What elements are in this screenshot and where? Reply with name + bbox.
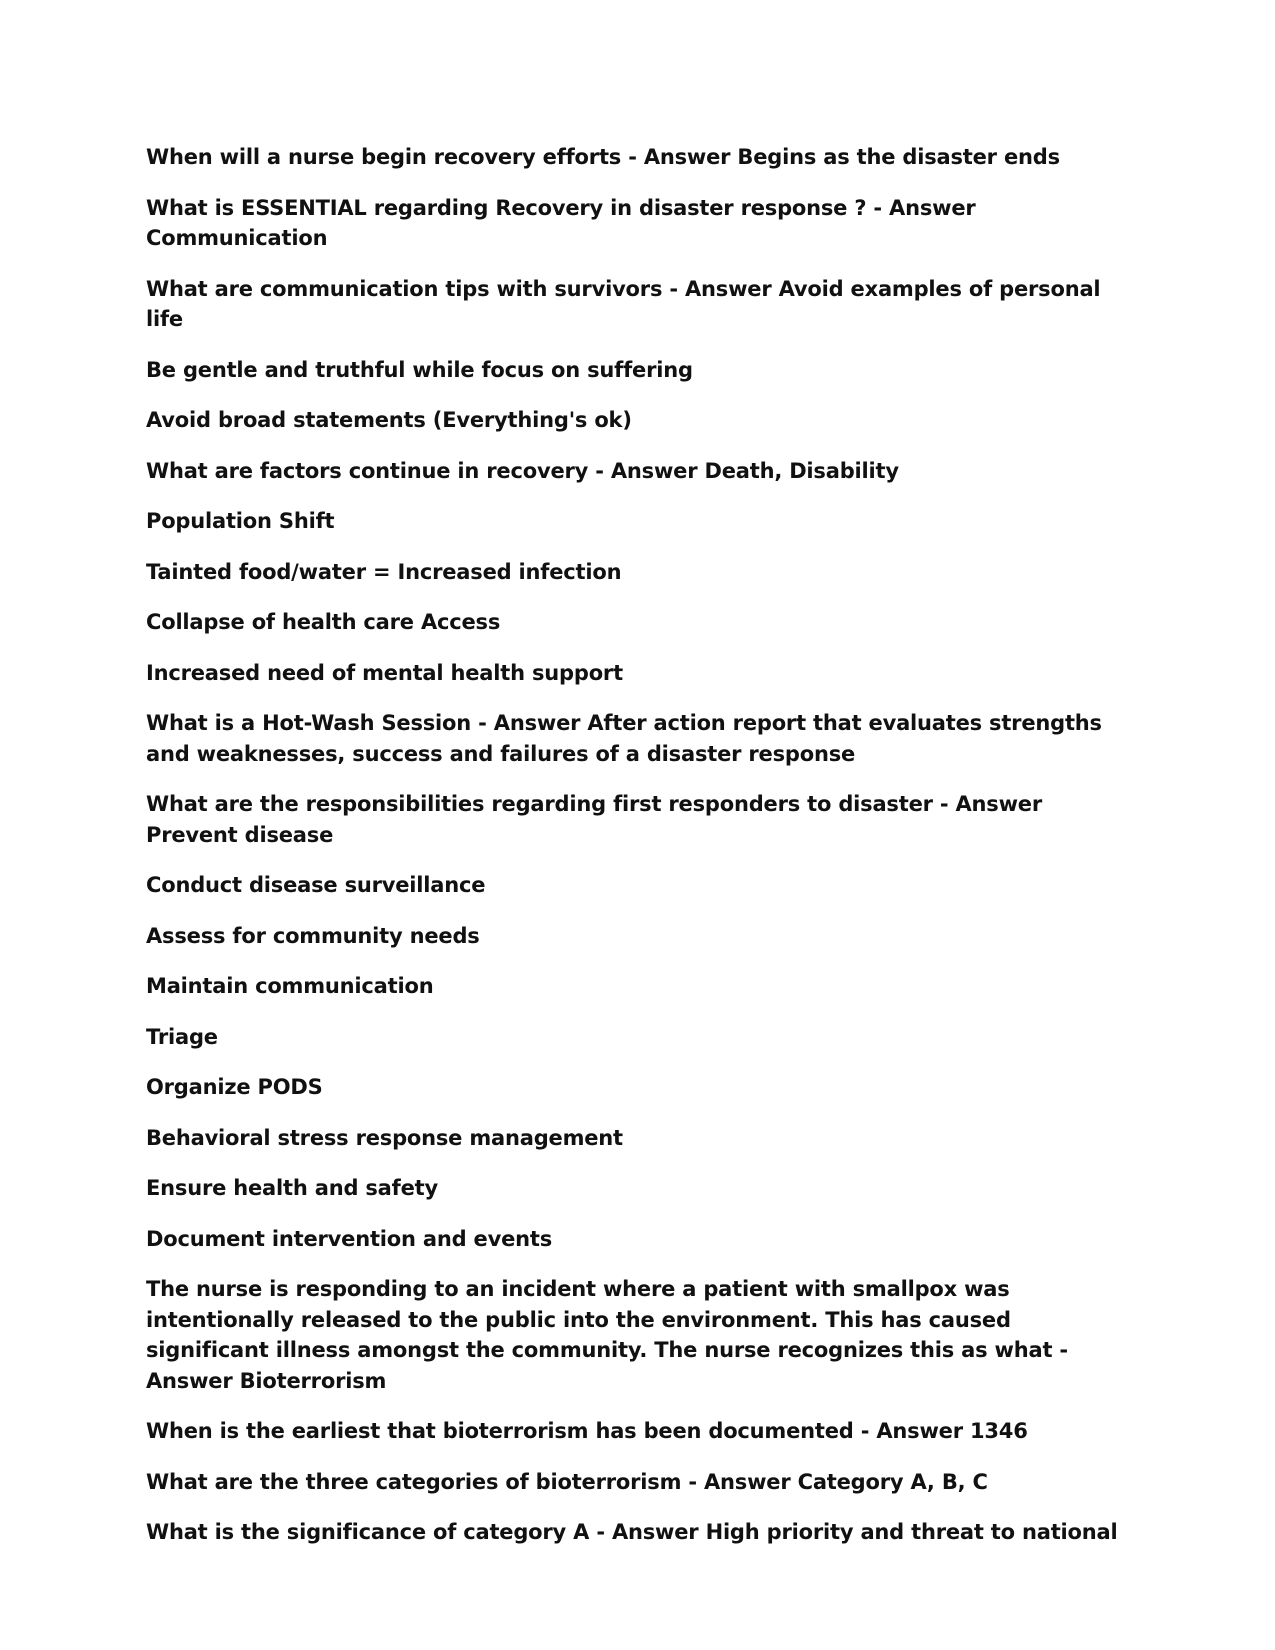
paragraph-community-needs: Assess for community needs — [146, 923, 480, 948]
paragraph-maintain-communication: Maintain communication — [146, 974, 434, 998]
paragraph-communication-tips: What are communication tips with survivors - Answer Avoid examples of personal life — [146, 276, 1101, 331]
paragraph-health-safety: Ensure health and safety — [146, 1176, 438, 1200]
paragraph-smallpox-incident: The nurse is responding to an incident where a patient with smallpox was intentionally released to the public into the environment. This has caused significant illness amongst the community. The nurse recognizes this as what - Answer Bioterrorism — [146, 1277, 1068, 1393]
paragraph-avoid-broad: Avoid broad statements (Everything's ok) — [146, 408, 632, 432]
paragraph-category-a: What is the significance of category A - Answer High priority and threat to national — [146, 1520, 1118, 1544]
paragraph-earliest-bioterrorism: When is the earliest that bioterrorism has been documented - Answer 1346 — [146, 1419, 1028, 1443]
paragraph-first-responders: What are the responsibilities regarding first responders to disaster - Answer Prevent disease — [146, 792, 1043, 847]
paragraph-hot-wash: What is a Hot-Wash Session - Answer After action report that evaluates strengths and weaknesses, success and failures of a disaster response — [146, 711, 1102, 766]
paragraph-tainted-food: Tainted food/water = Increased infection — [146, 559, 622, 584]
paragraph-collapse-access: Collapse of health care Access — [146, 610, 501, 634]
document-body — [146, 142, 1121, 1568]
paragraph-three-categories: What are the three categories of bioterrorism - Answer Category A, B, C — [146, 1469, 988, 1494]
paragraph-recovery-factors: What are factors continue in recovery - Answer Death, Disability — [146, 458, 899, 483]
paragraph-population-shift: Population Shift — [146, 509, 335, 533]
paragraph-organize-pods: Organize PODS — [146, 1075, 323, 1099]
paragraph-be-gentle: Be gentle and truthful while focus on suffering — [146, 357, 693, 382]
paragraph-recovery-essential: What is ESSENTIAL regarding Recovery in disaster response ? - Answer Communication — [146, 195, 976, 250]
paragraph-mental-health: Increased need of mental health support — [146, 660, 623, 685]
paragraph-stress-response: Behavioral stress response management — [146, 1125, 623, 1150]
paragraph-triage: Triage — [146, 1024, 218, 1049]
paragraph-document-intervention: Document intervention and events — [146, 1226, 553, 1251]
paragraph-surveillance: Conduct disease surveillance — [146, 873, 486, 897]
paragraph-recovery-start: When will a nurse begin recovery efforts - Answer Begins as the disaster ends — [146, 145, 1060, 169]
